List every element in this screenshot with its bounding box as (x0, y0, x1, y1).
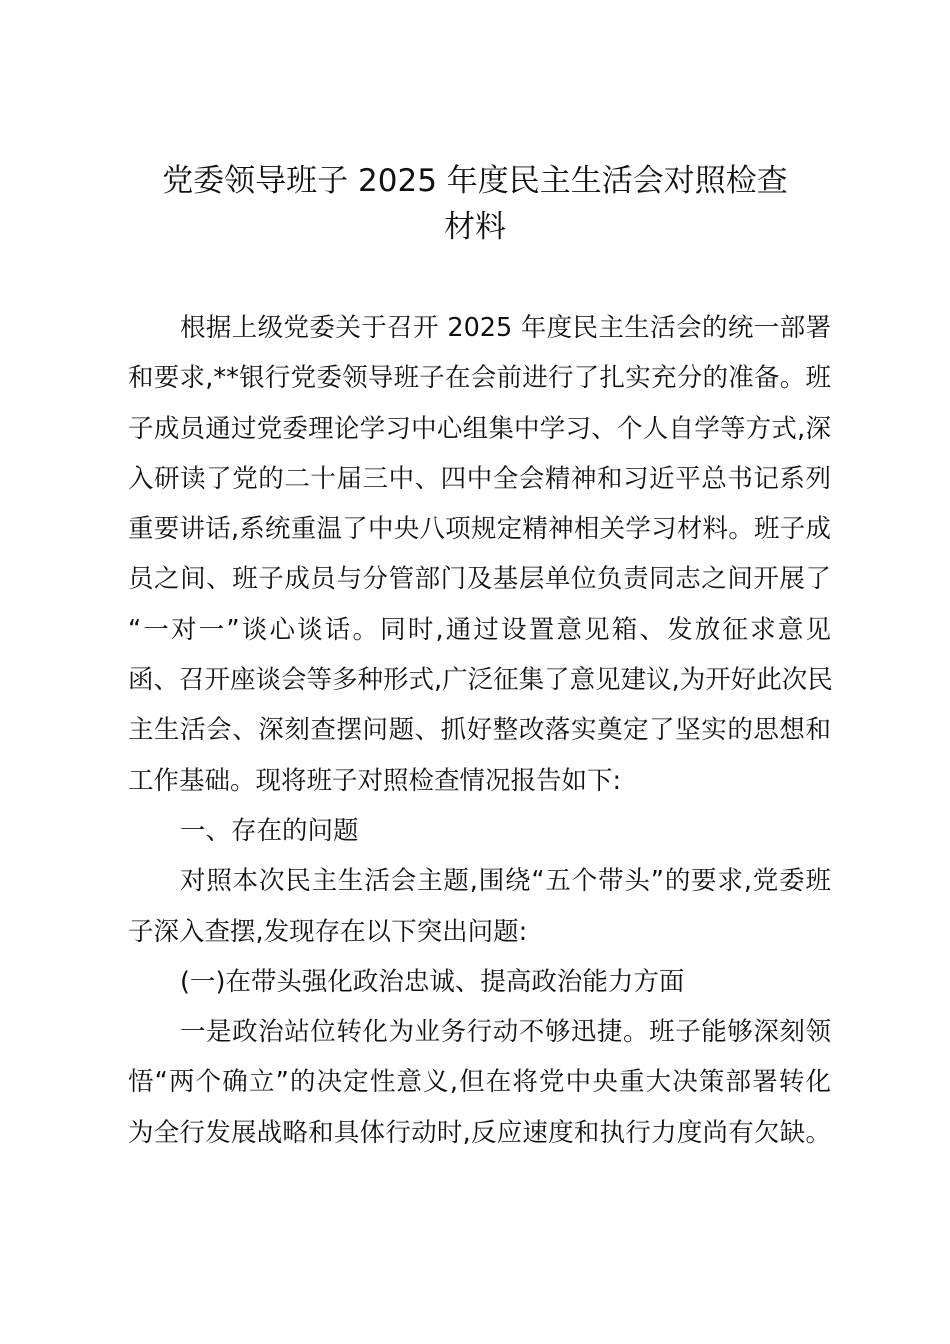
body-text-line: 重要讲话,系统重温了中央八项规定精神相关学习材料。班子成 (128, 514, 831, 545)
body-text-line: 入研读了党的二十届三中、四中全会精神和习近平总书记系列 (128, 463, 831, 494)
body-text-line: 和要求,**银行党委领导班子在会前进行了扎实充分的准备。班 (128, 363, 831, 394)
body-text-line: 函、召开座谈会等多种形式,广泛征集了意见建议,为开好此次民 (128, 665, 833, 696)
body-text-line: “一对一”谈心谈话。同时,通过设置意见箱、发放征求意见 (128, 614, 831, 645)
body-text-line: 员之间、班子成员与分管部门及基层单位负责同志之间开展了 (128, 564, 831, 595)
body-text-line: 主生活会、深刻查摆问题、抓好整改落实奠定了坚实的思想和 (128, 715, 831, 746)
body-text-line: 子深入查摆,发现存在以下突出问题: (128, 916, 528, 947)
body-text-line: 为全行发展战略和具体行动时,反应速度和执行力度尚有欠缺。 (128, 1117, 831, 1148)
body-text-line: 工作基础。现将班子对照检查情况报告如下: (128, 765, 622, 796)
document-body (128, 306, 831, 1161)
body-text-line: 悟“两个确立”的决定性意义,但在将党中央重大决策部署转化 (128, 1067, 831, 1098)
document-title-line-2: 材料 (444, 209, 506, 245)
body-text-line: 一、存在的问题 (180, 815, 359, 846)
document-title-line-1: 党委领导班子 2025 年度民主生活会对照检查 (162, 163, 788, 199)
body-text-line: 对照本次民主生活会主题,围绕“五个带头”的要求,党委班 (180, 866, 831, 897)
body-text-line: 根据上级党委关于召开 2025 年度民主生活会的统一部署 (180, 313, 831, 343)
body-text-line: 子成员通过党委理论学习中心组集中学习、个人自学等方式,深 (128, 413, 831, 444)
body-text-line: (一)在带头强化政治忠诚、提高政治能力方面 (180, 966, 685, 997)
body-text-line: 一是政治站位转化为业务行动不够迅捷。班子能够深刻领 (180, 1017, 831, 1048)
